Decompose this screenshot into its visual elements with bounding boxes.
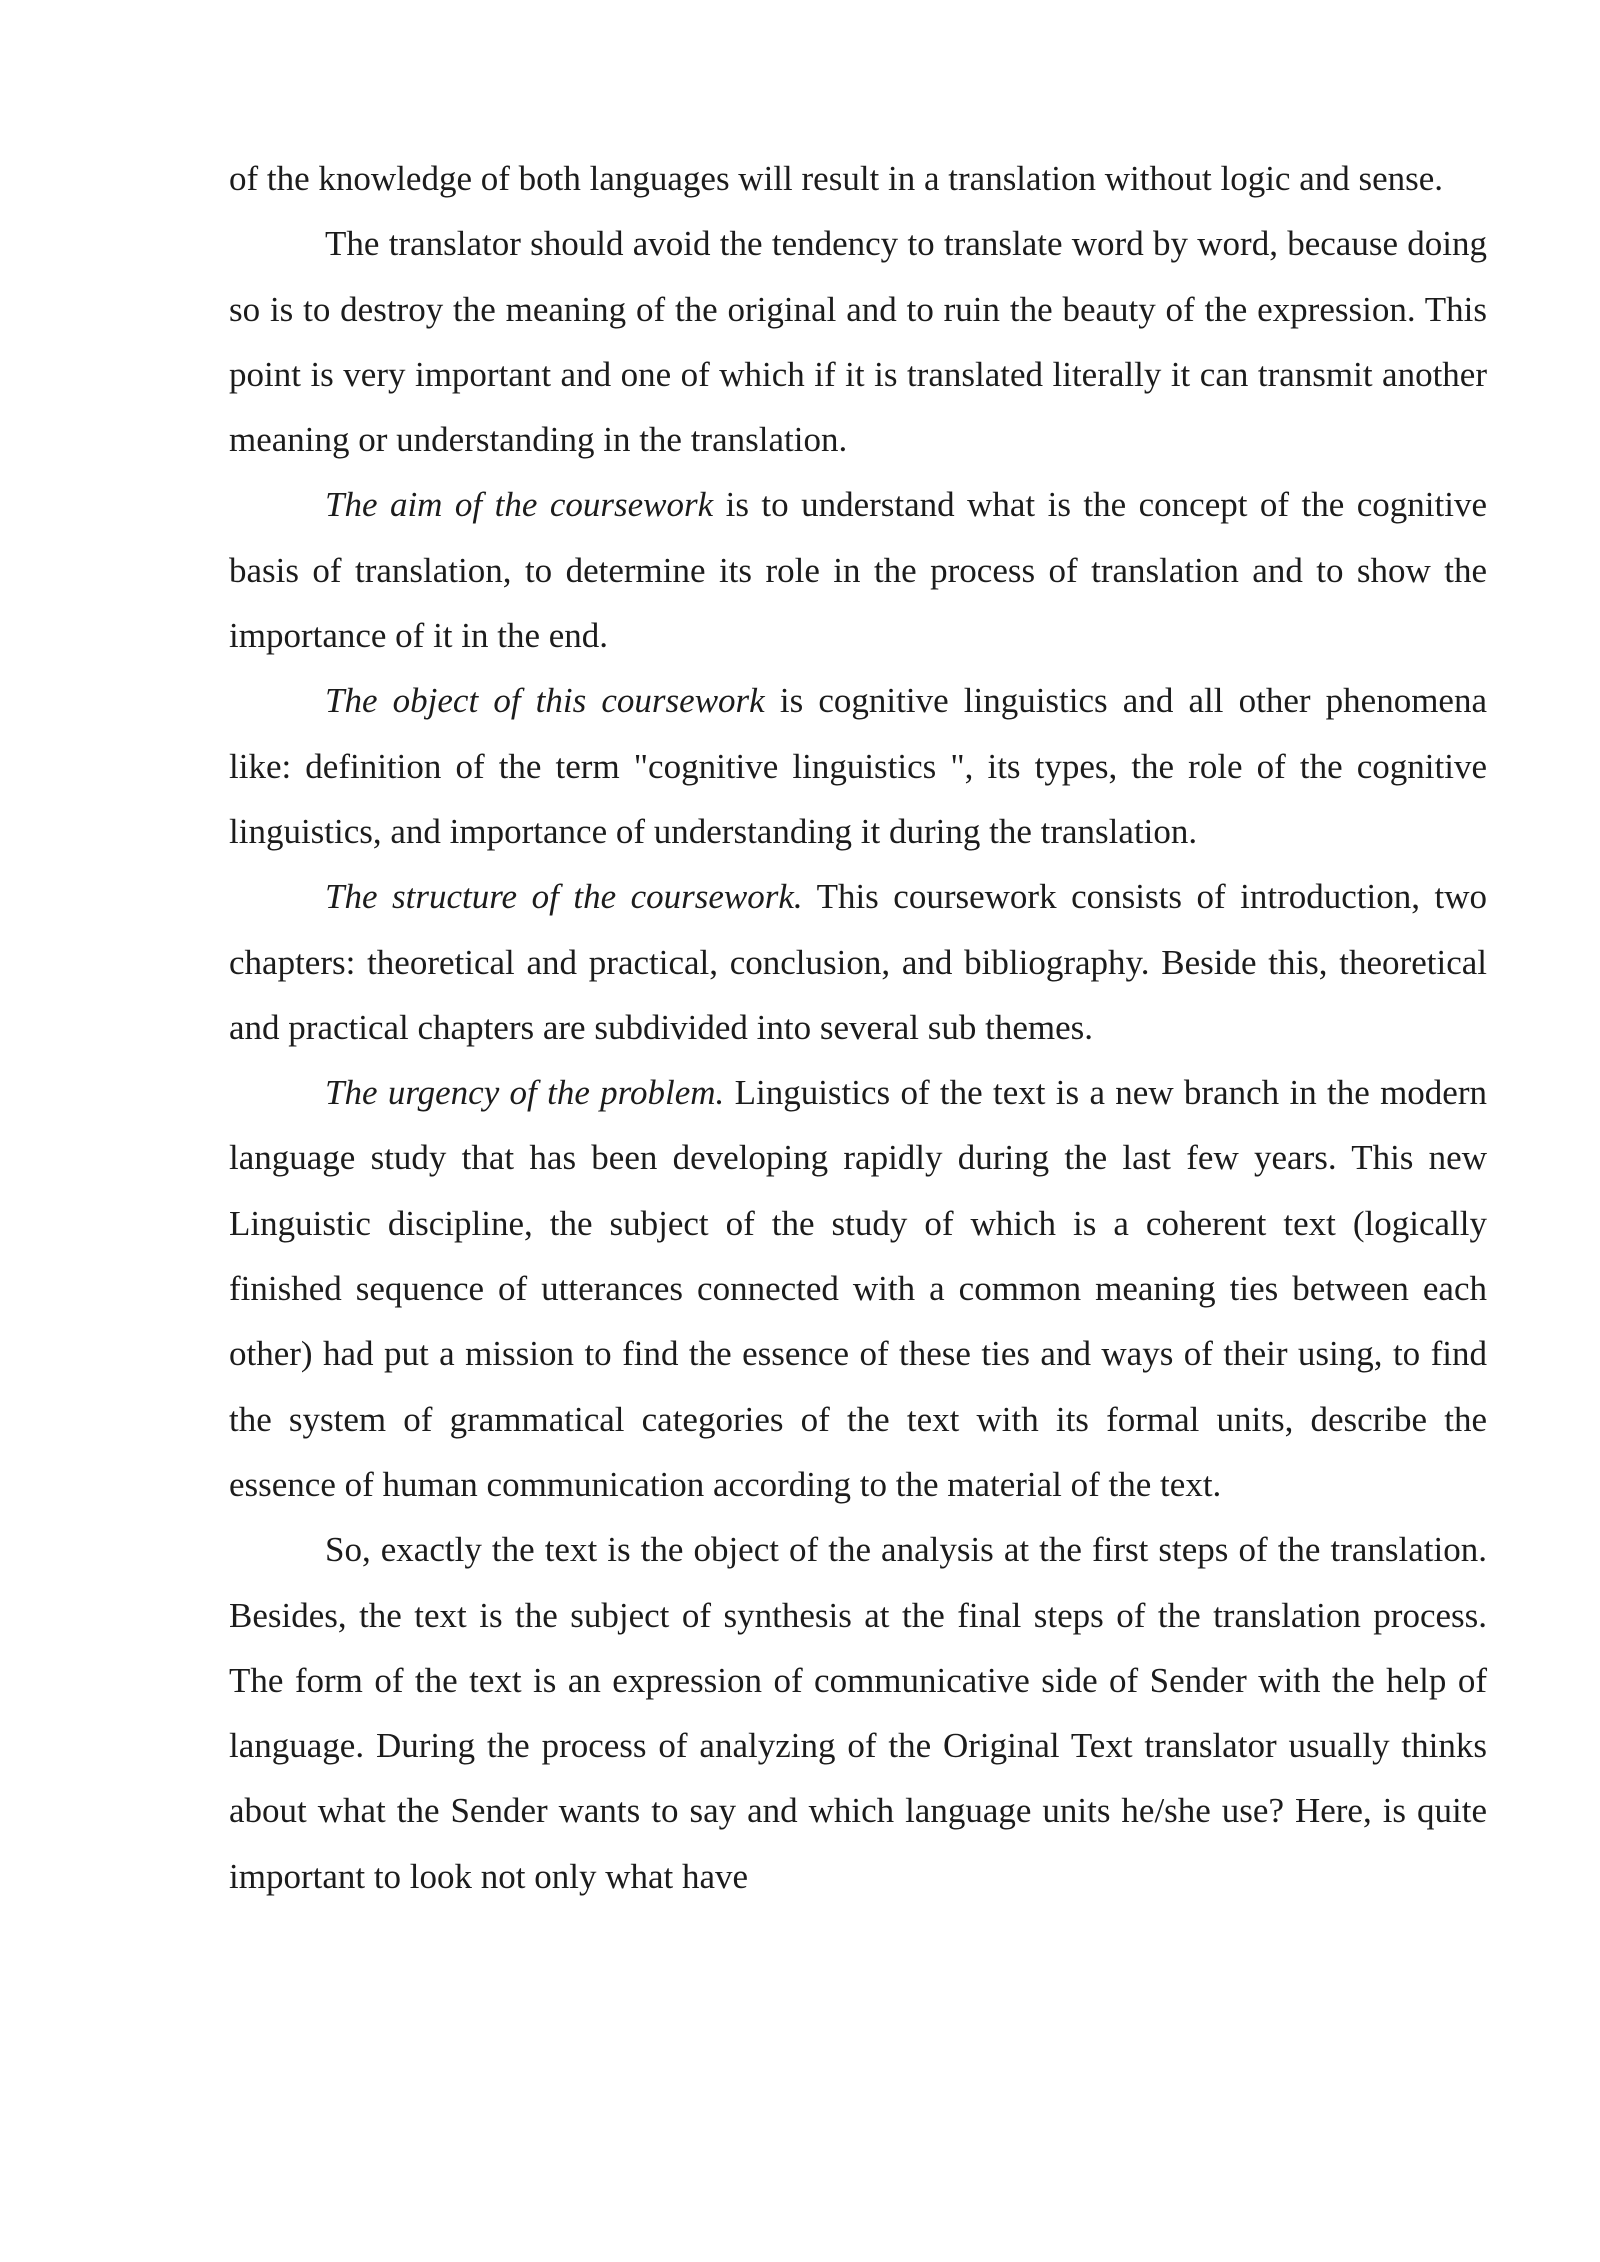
paragraph-text-analysis [229, 1517, 1487, 1909]
paragraph-structure [229, 864, 1487, 1060]
paragraph-lead: The aim of the coursework [325, 485, 714, 525]
paragraph-text: This coursework consists of introduction, two chapters: theoretical and practical, conclusion, and bibliography. Beside this, theoretical and practical chapters are subdivided into several sub themes. [229, 877, 1487, 1047]
paragraph-aim [229, 472, 1487, 668]
paragraph-lead: The structure of the coursework. [325, 877, 803, 917]
paragraph-object [229, 668, 1487, 864]
body-text [229, 146, 1487, 1909]
paragraph-text: Linguistics of the text is a new branch in the modern language study that has been developing rapidly during the last few years. This new Linguistic discipline, the subject of the study of which is a coherent text (logically finished sequence of utterances connected with a common meaning ties between each other) had put a mission to find the essence of these ties and ways of their using, to find the system of grammatical categories of the text with its formal units, describe the essence of human communication according to the material of the text. [229, 1073, 1488, 1504]
paragraph-lead: The urgency of the problem. [325, 1073, 725, 1113]
paragraph-text: of the knowledge of both languages will result in a translation without logic and sense. [229, 159, 1444, 198]
paragraph-urgency [229, 1060, 1487, 1517]
paragraph-translator-avoid [229, 211, 1487, 472]
paragraph-lead: The object of this coursework [325, 681, 765, 721]
paragraph-text: is to understand what is the concept of the cognitive basis of translation, to determine its role in the process of translation and to show the importance of it in the end. [229, 485, 1487, 656]
paragraph-continuation [229, 146, 1487, 211]
paragraph-text: The translator should avoid the tendency to translate word by word, because doing so is to destroy the meaning of the original and to ruin the beauty of the expression. This point is very important and one of which if it is translated literally it can transmit another meaning or understanding in the translation. [229, 224, 1487, 460]
paragraph-text: So, exactly the text is the object of the analysis at the first steps of the translation. Besides, the text is the subject of synthesis at the final steps of the translation process. The form of the text is an expression of communicative side of Sender with the help of language. During the process of analyzing of the Original Text translator usually thinks about what the Sender wants to say and which language units he/she use? Here, is quite important to look not only what have [229, 1530, 1487, 1896]
paragraph-text: is cognitive linguistics and all other phenomena like: definition of the term "cognitive linguistics ", its types, the role of the cognitive linguistics, and importance of understanding it during the translation. [229, 681, 1487, 851]
